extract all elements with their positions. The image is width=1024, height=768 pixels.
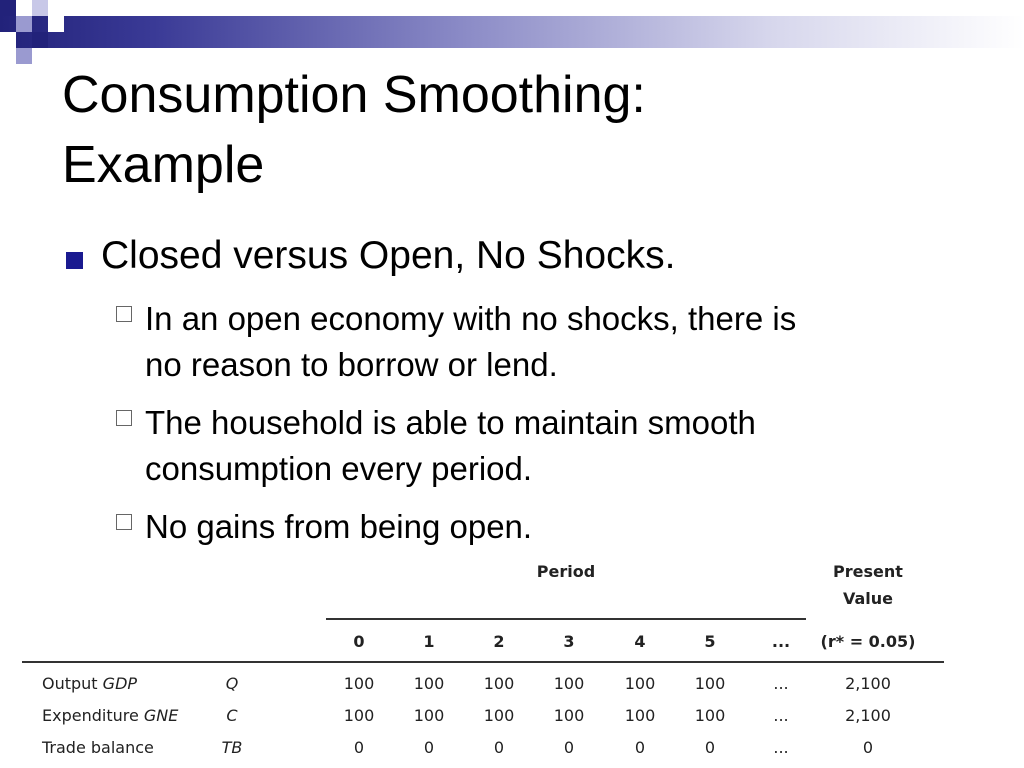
row-symbol: TB: [221, 738, 243, 757]
sub-bullet-line: no reason to borrow or lend.: [145, 346, 558, 383]
bullet-square-icon: [66, 252, 83, 269]
logo-square: [32, 0, 48, 16]
sub-bullet-line: The household is able to maintain smooth: [145, 404, 756, 441]
logo-square: [0, 0, 16, 16]
present-value-header-line2: Value: [842, 589, 894, 608]
checkbox-square-icon: [116, 306, 132, 322]
period-label: 1: [423, 632, 435, 651]
table-cell: 0: [353, 738, 365, 757]
period-label: 2: [493, 632, 505, 651]
table-cell: 100: [413, 706, 445, 725]
period-underline: [326, 618, 806, 620]
slide-title: [62, 60, 962, 200]
row-symbol: C: [226, 706, 238, 725]
present-value-cell: 0: [862, 738, 874, 757]
present-value-rate: (r* = 0.05): [820, 632, 916, 651]
table-cell: 0: [704, 738, 716, 757]
table-cell: 0: [493, 738, 505, 757]
header-rule: [22, 661, 944, 663]
header-gradient-bar: [0, 16, 1024, 48]
period-label: 3: [563, 632, 575, 651]
logo-square: [16, 16, 32, 32]
period-label: ...: [771, 632, 791, 651]
present-value-header-line1: Present: [833, 562, 903, 581]
logo-square: [48, 16, 64, 32]
table-cell: 100: [343, 674, 375, 693]
table-cell: 100: [413, 674, 445, 693]
logo-square: [0, 32, 16, 48]
checkbox-square-icon: [116, 410, 132, 426]
table-cell: 100: [343, 706, 375, 725]
sub-bullet-line: consumption every period.: [145, 450, 533, 487]
logo-square: [32, 32, 48, 48]
title-line-1: Consumption Smoothing:: [62, 66, 646, 124]
period-label: 5: [704, 632, 716, 651]
present-value-cell: 2,100: [845, 674, 891, 693]
table-cell: 100: [694, 706, 726, 725]
row-label: Expenditure GNE: [42, 706, 179, 725]
present-value-cell: 2,100: [845, 706, 891, 725]
title-line-2: Example: [62, 136, 265, 194]
sub-bullet-line: In an open economy with no shocks, there is: [145, 300, 797, 337]
table-cell: 100: [694, 674, 726, 693]
row-symbol: Q: [225, 674, 239, 693]
sub-bullet: [112, 296, 962, 388]
table-cell: 0: [563, 738, 575, 757]
table-cell: 100: [624, 706, 656, 725]
table-cell: 0: [423, 738, 435, 757]
table-cell: ...: [773, 706, 789, 725]
table-cell: 100: [624, 674, 656, 693]
sub-bullet: [112, 504, 962, 550]
table-cell: 100: [483, 706, 515, 725]
period-header: Period: [536, 562, 596, 581]
row-label: Trade balance: [42, 738, 154, 757]
table-cell: ...: [773, 674, 789, 693]
table-cell: 100: [553, 674, 585, 693]
table-cell: 0: [634, 738, 646, 757]
table-cell: 100: [483, 674, 515, 693]
row-label: Output GDP: [42, 674, 138, 693]
logo-square: [16, 48, 32, 64]
data-table: [0, 555, 1024, 768]
period-label: 4: [634, 632, 646, 651]
sub-bullet: [112, 400, 962, 492]
period-label: 0: [353, 632, 365, 651]
table-cell: 100: [553, 706, 585, 725]
checkbox-square-icon: [116, 514, 132, 530]
table-cell: ...: [773, 738, 789, 757]
sub-bullet-line: No gains from being open.: [145, 508, 533, 545]
bullet-text: Closed versus Open, No Shocks.: [101, 234, 676, 277]
